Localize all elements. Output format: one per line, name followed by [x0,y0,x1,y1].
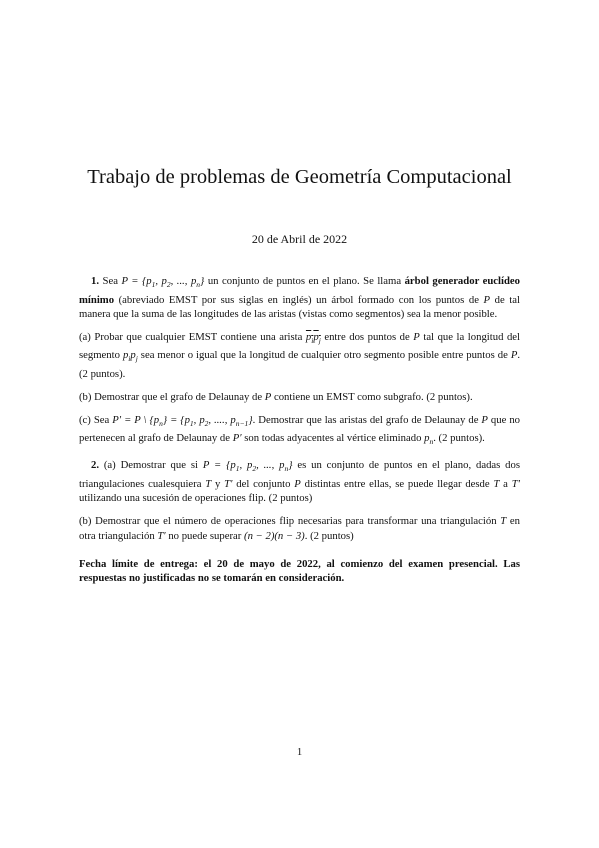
deadline-notice: Fecha límite de entrega: el 20 de mayo de 2022, al comienzo del examen presencial. Las respuestas no justificadas no se tomarán en consideración. [79,558,520,585]
page-number: 1 [296,746,303,758]
document-date: 20 de Abril de 2022 [251,232,348,246]
problem-1-statement: 1. Sea $P = \{p_1$, $p_2$, ..., $p_n$} un conjunto de puntos en el plano. Se llama árbol generador euclídeo mínimo (abreviado EMST por sus siglas en inglés) un árbol formado con los puntos de P de tal manera que la suma de las longitudes de las aristas (vistas como segmentos) sea la menor posible. [79,275,521,320]
problem-1c: (c) Sea P′ = P \ $\{p_n\} = \{p_1$, $p_2$, ...., $p_{n-1}$}. Demostrar que las aristas del grafo de Delaunay de P que no pertenecen al grafo de Delaunay de P′ son todas adyacentes al vértice eliminado $p_n$. (2 puntos). [79,413,521,447]
problem-1b: (b) Demostrar que el grafo de Delaunay de P contiene un EMST como subgrafo. (2 puntos). [79,390,473,403]
document-title: Trabajo de problemas de Geometría Computacional [87,166,512,188]
problem-2a: 2. (a) Demostrar que si $P = \{p_1$, $p_2$, ..., $p_n$} es un conjunto de puntos en el plano, dadas dos triangulaciones cualesquiera T y T′ del conjunto P distintas entre ellas, se puede llegar desde T a T′ utilizando una sucesión de operaciones flip. (2 puntos) [79,459,521,505]
problem-2b: (b) Demostrar que el número de operaciones flip necesarias para transformar una triangulación T en otra triangulación T′ no puede superar (n − 2)(n − 3). (2 puntos) [79,515,520,542]
term-emst: árbol generador euclídeo mínimo [79,275,521,306]
problem-1a: (a) Probar que cualquier EMST contiene una arista $p_ip_j$ entre dos puntos de P tal que la longitud del segmento $p_ip_j$ sea menor o igual que la longitud de cualquier otro segmento posible entre puntos de P. (2 puntos). [79,330,521,380]
document-body [79,274,520,594]
